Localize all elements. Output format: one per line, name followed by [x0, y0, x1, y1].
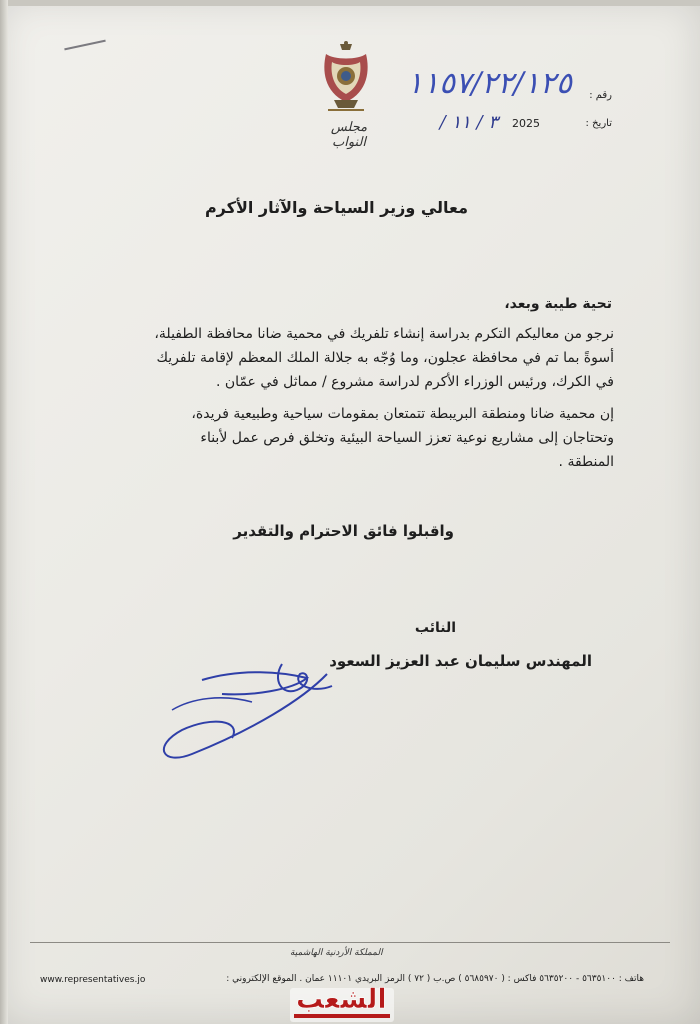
jordan-emblem-icon [318, 40, 374, 120]
reference-label: رقم : [589, 90, 612, 101]
signature-icon [132, 650, 352, 780]
date-year: 2025 [512, 117, 540, 130]
greeting: تحية طيبة وبعد، [504, 296, 612, 312]
paragraph-2 [191, 402, 614, 474]
footer-website: www.representatives.jo [40, 975, 146, 985]
paragraph-1 [154, 322, 614, 394]
paper-edge-left [0, 0, 8, 1024]
reference-number: ١١٥٧/٢٢/١٢٥ [406, 66, 572, 101]
pen-mark [64, 40, 105, 51]
signer-title: النائب [414, 620, 456, 636]
footer-divider [30, 942, 670, 943]
paper-edge-top [0, 0, 700, 6]
footer-contact: هاتف : ٥٦٣٥١٠٠ - ٥٦٣٥٢٠٠ فاكس : ( ٥٦٨٥٩٧٠ ) ص.ب ( ٧٢ ) الرمز البريدي ١١١٠١ عمان . الموقع الإلكتروني : [226, 974, 644, 984]
paragraph-2-line: المنطقة . [558, 454, 614, 470]
paragraph-2-line: إن محمية ضانا ومنطقة البريبطة تتمتعان بمقومات سياحية وطبيعية فريدة، [191, 406, 614, 422]
date-handwritten: ٣ / ١١ / [439, 112, 498, 133]
footer-logo: المملكة الأردنية الهاشمية [290, 948, 383, 958]
paragraph-1-line: في الكرك، ورئيس الوزراء الأكرم لدراسة مشروع / مماثل في عمّان . [216, 374, 614, 390]
signer-name: المهندس سليمان عبد العزيز السعود [329, 652, 592, 670]
paragraph-1-line: نرجو من معاليكم التكرم بدراسة إنشاء تلفريك في محمية ضانا محافظة الطفيلة، [154, 326, 614, 342]
watermark-text: الشعب [296, 984, 387, 1015]
paragraph-1-line: أسوةً بما تم في محافظة عجلون، وما وُجّه به جلالة الملك المعظم لإقامة تلفريك [156, 350, 614, 366]
paragraph-2-line: وتحتاجان إلى مشاريع نوعية تعزز السياحة البيئية وتخلق فرص عمل لأبناء [200, 430, 614, 446]
council-name: مجلس النواب [330, 120, 368, 150]
closing-line: واقبلوا فائق الاحترام والتقدير [233, 522, 454, 540]
date-label: تاريخ : [585, 118, 612, 129]
addressee: معالي وزير السياحة والآثار الأكرم [204, 198, 468, 217]
